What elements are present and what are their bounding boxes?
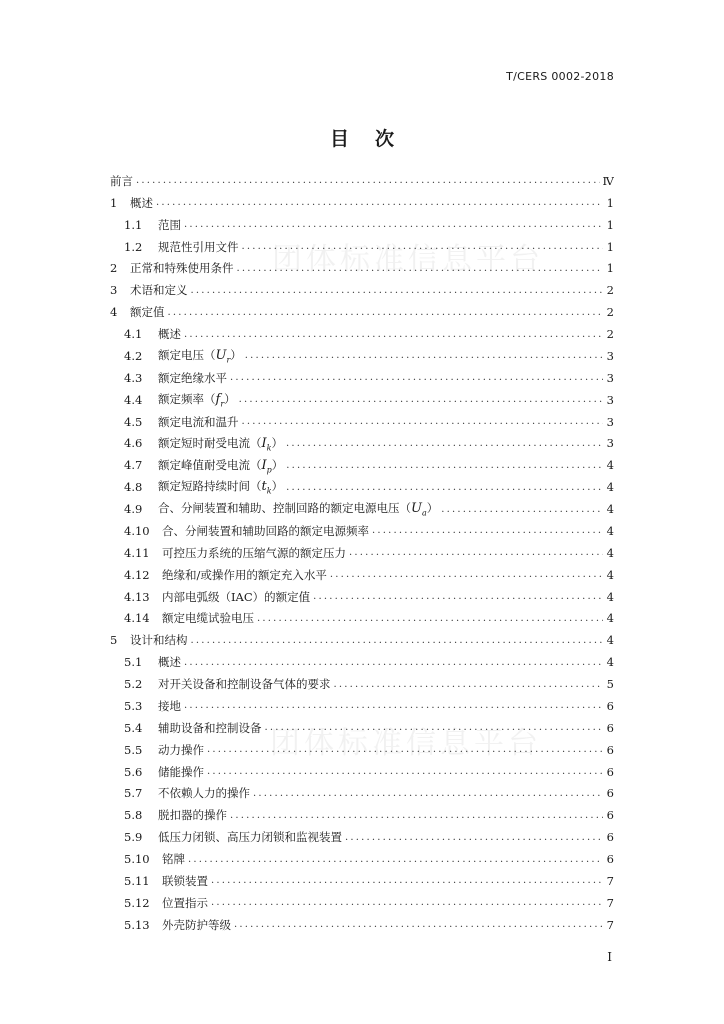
toc-entry-page: 6 [606, 786, 614, 801]
toc-entry-number: 5.10 [124, 852, 150, 867]
toc-entry-number: 4.6 [124, 436, 143, 451]
toc-entry-title-suffix: ） [426, 501, 439, 516]
toc-entry[interactable] [110, 586, 614, 608]
watermark: 团体标准信息平台 [272, 242, 544, 277]
toc-entry-number: 5.1 [124, 655, 143, 670]
toc-entry-title [158, 654, 181, 670]
toc-entry-title [158, 807, 227, 823]
toc-entry-page: 6 [606, 742, 614, 757]
toc-entry-page: 1 [606, 239, 614, 254]
toc-entry-page: 2 [606, 283, 614, 298]
toc-entry-page: 3 [606, 414, 614, 429]
dot-leader [211, 897, 603, 908]
toc-entry-title-text: 概述 [130, 195, 153, 210]
toc-entry-title [162, 610, 254, 626]
dot-leader [242, 241, 604, 252]
toc-entry-title-text: 额定短时耐受电流（ [158, 435, 262, 450]
toc-entry-number: 4.13 [124, 589, 150, 604]
toc-entry-number: 5.13 [124, 917, 150, 932]
dot-leader [242, 416, 604, 427]
toc-entry-title [158, 370, 227, 386]
toc-entry-number: 4.14 [124, 611, 150, 626]
toc-entry-title-text: 范围 [158, 217, 181, 232]
toc-entry-title-text: 额定频率（ [158, 391, 216, 406]
toc-entry-title-text: 合、分闸装置和辅助、控制回路的额定电源电压（ [158, 501, 411, 516]
toc-entry-page: 3 [606, 348, 614, 363]
toc-entry-title-text: 额定电压（ [158, 348, 216, 363]
toc-entry[interactable] [110, 476, 614, 498]
toc-entry-symbol-letter: f [215, 391, 221, 407]
toc-entry-number: 5.3 [124, 698, 143, 713]
toc-entry-number: 4.10 [124, 523, 150, 538]
toc-entry-title-text: 额定电缆试验电压 [162, 611, 254, 626]
toc-entry[interactable] [110, 454, 614, 476]
toc-entry-title [158, 457, 283, 475]
dot-leader [207, 766, 603, 777]
toc-entry-title [158, 829, 342, 845]
toc-entry-title-text: 额定值 [130, 305, 165, 320]
toc-entry[interactable] [110, 629, 614, 651]
toc-entry[interactable] [110, 804, 614, 826]
toc-entry-title-text: 接地 [158, 698, 181, 713]
toc-entry-title [158, 698, 181, 714]
dot-leader [286, 438, 603, 449]
toc-entry-symbol [411, 501, 427, 516]
toc-entry[interactable] [110, 826, 614, 848]
dot-leader [257, 613, 603, 624]
dot-leader [184, 219, 603, 230]
dot-leader [191, 635, 604, 646]
toc-entry-page: 1 [606, 261, 614, 276]
toc-entry[interactable] [110, 651, 614, 673]
dot-leader [253, 788, 603, 799]
toc-entry-title [130, 632, 188, 648]
toc-entry-title [158, 326, 181, 342]
toc-entry-title-text: 设计和结构 [130, 633, 188, 648]
dot-leader [245, 350, 603, 361]
toc-entry-symbol-subscript: k [266, 443, 272, 453]
toc-entry-title [158, 720, 262, 736]
toc-entry-page: 6 [606, 764, 614, 779]
toc-entry[interactable] [110, 301, 614, 323]
page-title-char-2: 次 [375, 128, 395, 150]
toc-entry-page: 4 [606, 458, 614, 473]
toc-entry[interactable] [110, 433, 614, 455]
toc-entry-title [130, 260, 234, 276]
toc-entry-title-text: 正常和特殊使用条件 [130, 261, 234, 276]
toc-entry[interactable] [110, 236, 614, 258]
toc-entry-number: 4.4 [124, 392, 143, 407]
toc-entry-page: 4 [606, 611, 614, 626]
toc-entry-page: 3 [606, 370, 614, 385]
page-number: I [607, 950, 612, 964]
toc-entry-symbol-letter: t [261, 479, 267, 495]
toc-entry-title [130, 282, 188, 298]
toc-entry-title [162, 851, 185, 867]
toc-entry[interactable] [110, 739, 614, 761]
toc-entry[interactable] [110, 279, 614, 301]
toc-entry-symbol [262, 479, 272, 494]
toc-entry-number: 5 [110, 633, 118, 648]
toc-entry-symbol [262, 436, 272, 451]
toc-entry-page: 3 [606, 392, 614, 407]
dot-leader [230, 372, 603, 383]
toc-entry-page: 4 [606, 655, 614, 670]
toc-entry[interactable] [110, 214, 614, 236]
dot-leader [441, 504, 603, 515]
dot-leader [184, 329, 603, 340]
toc-entry-title-text: 脱扣器的操作 [158, 808, 227, 823]
toc-entry-symbol-subscript: r [220, 399, 225, 409]
toc-entry-page: 2 [606, 327, 614, 342]
toc-entry-page: 6 [606, 830, 614, 845]
toc-entry[interactable] [110, 673, 614, 695]
toc-entry-number: 4.1 [124, 327, 143, 342]
toc-entry-title-text: 术语和定义 [130, 283, 188, 298]
toc-entry[interactable] [110, 542, 614, 564]
toc-entry-title-text: 绝缘和/或操作用的额定充入水平 [162, 567, 327, 582]
toc-entry-page: 6 [606, 808, 614, 823]
toc-entry[interactable] [110, 783, 614, 805]
toc-entry[interactable] [110, 389, 614, 411]
dot-leader [156, 197, 603, 208]
toc-entry-title-text: 外壳防护等级 [162, 917, 231, 932]
toc-entry-title [158, 676, 331, 692]
toc-entry-page: 6 [606, 698, 614, 713]
toc-entry-number: 4.7 [124, 458, 143, 473]
toc-entry-title [158, 435, 283, 453]
dot-leader [265, 722, 604, 733]
dot-leader [334, 679, 604, 690]
toc-entry-title [158, 391, 236, 409]
toc-entry-title [162, 895, 208, 911]
dot-leader [239, 394, 603, 405]
dot-leader [230, 810, 603, 821]
toc-entry[interactable] [110, 258, 614, 280]
toc-entry-number: 4.9 [124, 502, 143, 517]
toc-entry-number: 4.2 [124, 348, 143, 363]
toc-entry-title-suffix: ） [271, 479, 284, 494]
toc-entry-symbol-letter: I [261, 435, 267, 451]
toc-entry-page: 4 [606, 523, 614, 538]
toc-entry-number: 1.2 [124, 239, 143, 254]
toc-entry-number: 5.6 [124, 764, 143, 779]
toc-entry[interactable] [110, 323, 614, 345]
toc-entry-number: 4.12 [124, 567, 150, 582]
toc-entry-page: 4 [606, 480, 614, 495]
toc-entry[interactable] [110, 695, 614, 717]
toc-entry[interactable] [110, 608, 614, 630]
dot-leader [286, 482, 603, 493]
toc-entry-number: 5.11 [124, 873, 150, 888]
toc-entry-number: 5.12 [124, 895, 150, 910]
toc-entry-title-text: 前言 [110, 173, 133, 188]
toc-entry-page: Ⅳ [602, 173, 614, 188]
toc-entry-page: 1 [606, 195, 614, 210]
dot-leader [188, 854, 603, 865]
toc-entry-page: 7 [606, 895, 614, 910]
toc-entry[interactable] [110, 848, 614, 870]
toc-entry-title-text: 不依赖人力的操作 [158, 786, 250, 801]
toc-entry[interactable] [110, 411, 614, 433]
dot-leader [330, 569, 603, 580]
toc-entry-page: 2 [606, 305, 614, 320]
toc-entry-title [158, 414, 239, 430]
toc-entry-number: 4 [110, 305, 118, 320]
toc-entry-symbol-subscript: k [266, 486, 272, 496]
toc-entry-title-text: 位置指示 [162, 895, 208, 910]
toc-entry-title-suffix: ） [271, 435, 283, 450]
dot-leader [313, 591, 603, 602]
toc-entry-number: 1 [110, 195, 118, 210]
toc-entry[interactable] [110, 892, 614, 914]
page-title [0, 124, 724, 151]
toc-entry-symbol-subscript: a [421, 508, 427, 518]
dot-leader [136, 175, 600, 186]
toc-entry-title-text: 联锁装置 [162, 873, 208, 888]
toc-entry-title [110, 173, 133, 189]
toc-entry-number: 2 [110, 261, 118, 276]
dot-leader [286, 460, 603, 471]
toc-entry-title-text: 可控压力系统的压缩气源的额定压力 [162, 545, 346, 560]
toc-entry-page: 4 [606, 633, 614, 648]
toc-entry-title [158, 217, 181, 233]
toc-entry-title-text: 内部电弧级（IAC）的额定值 [162, 589, 311, 604]
toc-entry-number: 5.8 [124, 808, 143, 823]
toc-entry-symbol-subscript: r [226, 355, 231, 365]
toc-entry[interactable] [110, 498, 614, 520]
toc-entry-title-text: 概述 [158, 327, 181, 342]
toc-entry-title-suffix: ） [271, 457, 284, 472]
toc-entry-page: 4 [606, 589, 614, 604]
toc-entry-title [158, 347, 242, 365]
toc-entry-number: 4.11 [124, 545, 150, 560]
dot-leader [184, 657, 603, 668]
toc-entry-symbol-letter: U [411, 501, 422, 517]
toc-entry-page: 3 [606, 436, 614, 451]
toc-entry-title [162, 589, 310, 605]
toc-entry-title-text: 额定峰值耐受电流（ [158, 457, 262, 472]
toc-entry-page: 6 [606, 720, 614, 735]
toc-entry-page: 4 [606, 545, 614, 560]
toc-entry-title-text: 规范性引用文件 [158, 239, 239, 254]
toc-entry-title-text: 合、分闸装置和辅助回路的额定电源频率 [162, 523, 369, 538]
toc-entry-title-text: 对开关设备和控制设备气体的要求 [158, 677, 331, 692]
dot-leader [191, 285, 604, 296]
dot-leader [345, 832, 603, 843]
toc-entry[interactable] [110, 345, 614, 367]
toc-entry-symbol [216, 348, 231, 363]
toc-entry-title-text: 额定绝缘水平 [158, 370, 227, 385]
toc-entry-page: 7 [606, 917, 614, 932]
toc-entry-title-text: 储能操作 [158, 764, 204, 779]
toc-entry[interactable] [110, 367, 614, 389]
toc-entry-title [158, 239, 239, 255]
toc-entry-page: 4 [606, 567, 614, 582]
toc-entry-symbol [216, 392, 225, 407]
table-of-contents [110, 170, 614, 936]
toc-entry[interactable] [110, 761, 614, 783]
toc-entry-number: 4.3 [124, 370, 143, 385]
toc-entry-title [162, 545, 346, 561]
toc-entry-title-text: 额定短路持续时间（ [158, 479, 262, 494]
dot-leader [234, 919, 603, 930]
toc-entry-title-text: 额定电流和温升 [158, 414, 239, 429]
toc-entry-number: 1.1 [124, 217, 143, 232]
toc-entry[interactable] [110, 564, 614, 586]
toc-entry-title [162, 917, 231, 933]
dot-leader [207, 744, 603, 755]
toc-entry-page: 4 [606, 502, 614, 517]
toc-entry-page: 6 [606, 852, 614, 867]
dot-leader [211, 875, 603, 886]
toc-entry-title-text: 动力操作 [158, 742, 204, 757]
toc-entry-page: 1 [606, 217, 614, 232]
toc-entry-title [162, 523, 369, 539]
toc-entry[interactable] [110, 717, 614, 739]
toc-entry-title-suffix: ） [224, 391, 236, 406]
toc-entry-symbol [262, 458, 272, 473]
toc-entry[interactable] [110, 170, 614, 192]
dot-leader [372, 525, 603, 536]
toc-entry-title [162, 567, 327, 583]
toc-entry-number: 5.2 [124, 677, 143, 692]
toc-entry[interactable] [110, 914, 614, 936]
dot-leader [349, 547, 603, 558]
page-title-char-1: 目 [329, 128, 349, 150]
toc-entry-symbol-letter: I [261, 457, 267, 473]
dot-leader [168, 307, 604, 318]
toc-entry-number: 5.9 [124, 830, 143, 845]
toc-entry-page: 7 [606, 873, 614, 888]
document-code: T/CERS 0002-2018 [506, 70, 614, 83]
toc-entry[interactable] [110, 192, 614, 214]
dot-leader [184, 700, 603, 711]
toc-entry-title [158, 478, 283, 496]
toc-entry-title [162, 873, 208, 889]
watermark: 团体标准信息平台 [270, 726, 542, 761]
toc-entry-number: 5.4 [124, 720, 143, 735]
toc-entry-number: 4.5 [124, 414, 143, 429]
toc-entry-title-text: 低压力闭锁、高压力闭锁和监视装置 [158, 830, 342, 845]
toc-entry-title-text: 辅助设备和控制设备 [158, 720, 262, 735]
toc-entry-number: 5.7 [124, 786, 143, 801]
toc-entry[interactable] [110, 870, 614, 892]
toc-entry-title [158, 785, 250, 801]
toc-entry-title [158, 764, 204, 780]
toc-entry-number: 4.8 [124, 480, 143, 495]
toc-entry-title [130, 304, 165, 320]
toc-entry-title-text: 概述 [158, 655, 181, 670]
dot-leader [237, 263, 604, 274]
toc-entry-title [158, 742, 204, 758]
toc-entry-title-text: 铭牌 [162, 852, 185, 867]
toc-entry-title [158, 500, 438, 518]
toc-entry-page: 5 [606, 677, 614, 692]
toc-entry-number: 3 [110, 283, 118, 298]
toc-entry-title [130, 195, 153, 211]
toc-entry-symbol-letter: U [215, 348, 227, 364]
toc-entry-symbol-subscript: p [266, 465, 272, 475]
toc-entry[interactable] [110, 520, 614, 542]
toc-entry-number: 5.5 [124, 742, 143, 757]
toc-entry-title-suffix: ） [230, 348, 242, 363]
